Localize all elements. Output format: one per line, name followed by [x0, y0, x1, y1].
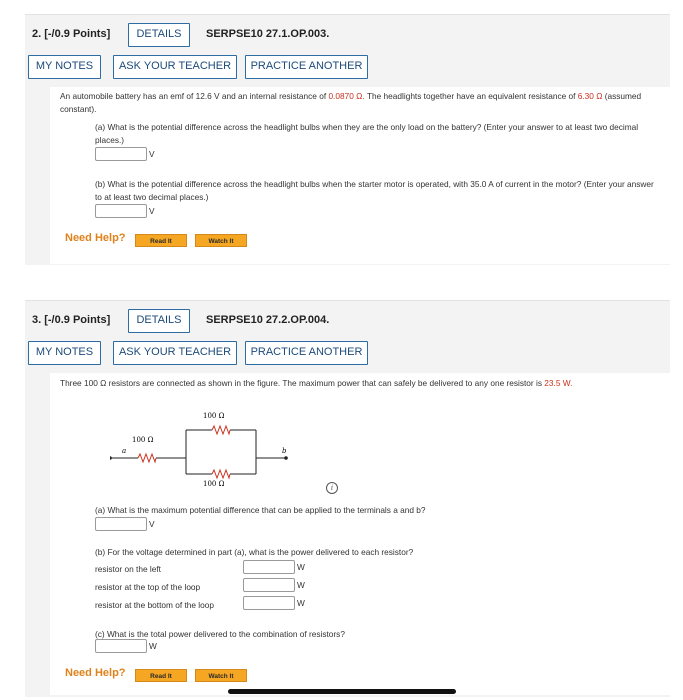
my-notes-button[interactable]: MY NOTES — [28, 341, 101, 365]
question-2-card — [25, 14, 670, 265]
read-it-button[interactable]: Read It — [135, 669, 187, 682]
bottom-resistor-zigzag — [212, 470, 230, 478]
unit-label: V — [149, 149, 155, 159]
question-3-number: 3. [-/0.9 Points] — [32, 314, 111, 326]
read-it-button[interactable]: Read It — [135, 234, 187, 247]
left-resistor-label: 100 Ω — [132, 436, 154, 444]
answer-input-3c[interactable] — [95, 639, 147, 653]
question-2-content — [50, 87, 670, 264]
need-help-label: Need Help? — [65, 232, 126, 244]
answer-input-3b-bottom[interactable] — [243, 596, 295, 610]
top-resistor-label: 100 Ω — [203, 412, 225, 420]
answer-input-3b-left[interactable] — [243, 560, 295, 574]
question-2-number: 2. [-/0.9 Points] — [32, 28, 111, 40]
info-icon[interactable]: i — [326, 482, 338, 494]
question-3-header — [25, 301, 670, 343]
details-button[interactable]: DETAILS — [128, 309, 190, 333]
question-3-content — [50, 373, 670, 695]
question-2-intro: An automobile battery has an emf of 12.6 V and an internal resistance of 0.0870 Ω. The headlights together have an equivalent resistance of 6.30 Ω (assumed constant). — [60, 91, 642, 114]
need-help-label: Need Help? — [65, 667, 126, 679]
terminal-a-dot — [110, 456, 112, 460]
question-3-part-c: (c) What is the total power delivered to the combination of resistors? — [95, 629, 345, 639]
ask-your-teacher-button[interactable]: ASK YOUR TEACHER — [113, 341, 237, 365]
row-label-left-resistor: resistor on the left — [95, 564, 161, 574]
question-2-code: SERPSE10 27.1.OP.003. — [206, 28, 330, 40]
row-label-top-resistor: resistor at the top of the loop — [95, 582, 201, 592]
watch-it-button[interactable]: Watch It — [195, 669, 247, 682]
practice-another-button[interactable]: PRACTICE ANOTHER — [245, 55, 368, 79]
left-resistor-zigzag — [138, 454, 156, 462]
answer-input-3b-top[interactable] — [243, 578, 295, 592]
ask-your-teacher-button[interactable]: ASK YOUR TEACHER — [113, 55, 237, 79]
practice-another-button[interactable]: PRACTICE ANOTHER — [245, 341, 368, 365]
unit-label: V — [149, 519, 155, 529]
top-resistor-zigzag — [212, 426, 230, 434]
unit-label: W — [297, 562, 305, 572]
terminal-b-label: b — [282, 447, 287, 455]
watch-it-button[interactable]: Watch It — [195, 234, 247, 247]
my-notes-button[interactable]: MY NOTES — [28, 55, 101, 79]
question-3-intro: Three 100 Ω resistors are connected as shown in the figure. The maximum power that can safely be delivered to any one resistor is 23.5 W. — [60, 378, 573, 388]
home-indicator-bar[interactable] — [228, 689, 456, 694]
answer-input-2a[interactable] — [95, 147, 147, 161]
answer-input-3a[interactable] — [95, 517, 147, 531]
question-3-card — [25, 300, 670, 697]
bottom-resistor-label: 100 Ω — [203, 480, 225, 488]
question-2-part-a: (a) What is the potential difference across the headlight bulbs when they are the only load on the battery? (Enter your answer to at least two decimal places.) — [95, 122, 639, 145]
details-button[interactable]: DETAILS — [128, 23, 190, 47]
question-3-code: SERPSE10 27.2.OP.004. — [206, 314, 330, 326]
unit-label: W — [297, 598, 305, 608]
resistor-circuit-figure — [110, 406, 300, 491]
unit-label: W — [297, 580, 305, 590]
question-3-part-a: (a) What is the maximum potential difference that can be applied to the terminals a and b? — [95, 505, 426, 515]
answer-input-2b[interactable] — [95, 204, 147, 218]
question-3-part-b: (b) For the voltage determined in part (a), what is the power delivered to each resistor? — [95, 547, 414, 557]
row-label-bottom-resistor: resistor at the bottom of the loop — [95, 600, 214, 610]
terminal-a-label: a — [122, 447, 127, 455]
unit-label: V — [149, 206, 155, 216]
unit-label: W — [149, 641, 157, 651]
question-2-part-b: (b) What is the potential difference across the headlight bulbs when the starter motor is operated, with 35.0 A of current in the motor? (Enter your answer to at least two decimal places.) — [95, 179, 654, 202]
question-2-header — [25, 15, 670, 57]
terminal-b-dot — [284, 456, 288, 460]
